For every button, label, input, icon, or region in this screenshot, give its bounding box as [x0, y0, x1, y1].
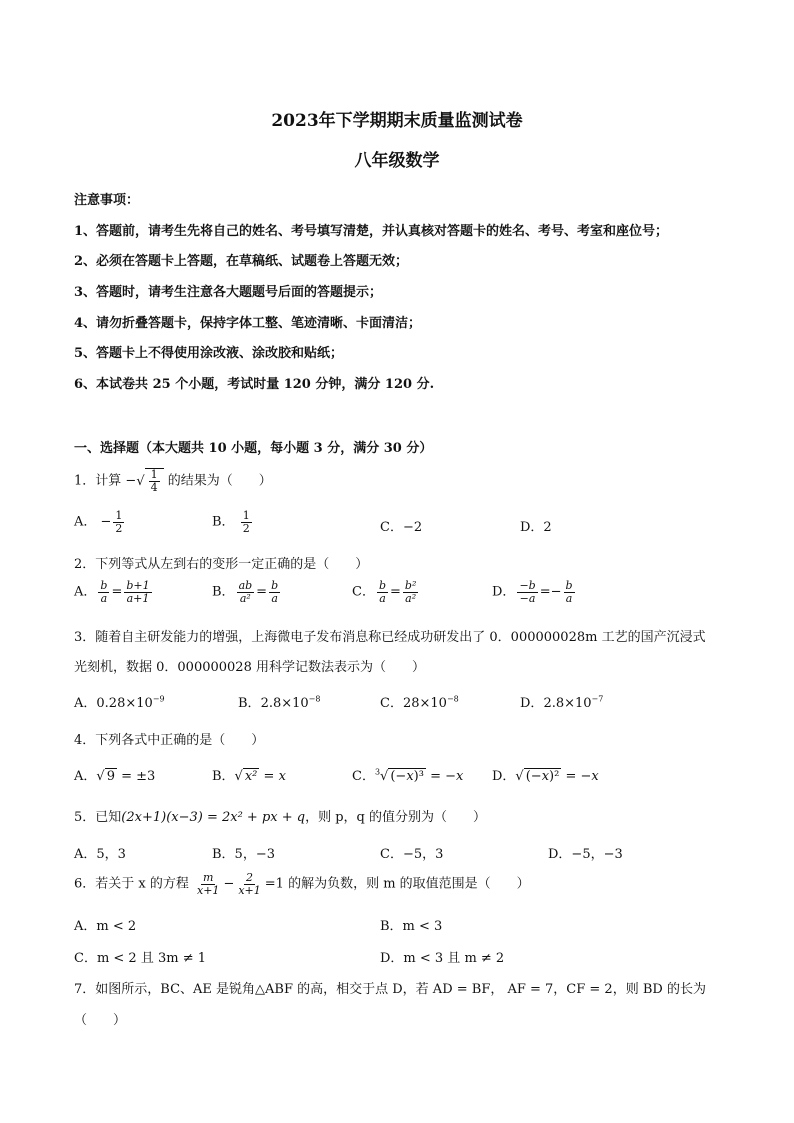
q1-option-d[interactable]: D．2 [520, 520, 552, 535]
question-3-line-1: 3．随着自主研发能力的增强，上海微电子发布消息称已经成功研发出了 0．000000028m 工艺的国产沉浸式 [74, 630, 706, 645]
q4-option-a[interactable]: A．√ 9 = ±3 [74, 769, 156, 784]
q2-option-b[interactable]: B． $\frac{ab}{\text{a²}}$ = $\frac{b}{a}$ [212, 579, 279, 605]
question-5: 5．已知(2x+1)(x−3) = 2x² + px + q，则 p，q 的值分别为（ ） [74, 810, 487, 825]
q2-option-d[interactable]: D． $\frac{-b}{-a}$ =− $\frac{b}{a}$ [492, 579, 573, 605]
notice-item: 4、请勿折叠答题卡，保持字体工整、笔迹清晰、卡面清洁； [74, 316, 422, 331]
question-3-line-2: 光刻机，数据 0．000000028 用科学记数法表示为（ ） [74, 660, 425, 675]
question-7-line-2: （ ） [74, 1013, 127, 1028]
section-heading: 一、选择题（本大题共 10 小题，每小题 3 分，满分 30 分） [74, 441, 433, 456]
question-6: 6．若关于 x 的方程 $\frac{m}{x+1}$ − $\frac{2}{x+1}$ =1 的解为负数，则 m 的取值范围是（ ） [74, 871, 530, 897]
question-2: 2．下列等式从左到右的变形一定正确的是（ ） [74, 557, 369, 572]
notice-item: 2、必须在答题卡上答题，在草稿纸、试题卷上答题无效； [74, 254, 409, 269]
q5-equation: (2x+1)(x−3) = 2x² + px + q [121, 810, 306, 825]
q5-option-b[interactable]: B．5，−3 [212, 847, 275, 862]
exam-title: 2023年下学期期末质量监测试卷 [271, 111, 523, 131]
q6-option-c[interactable]: C．m < 2 且 3m ≠ 1 [74, 951, 206, 966]
q1-suffix: 的结果为（ ） [167, 473, 272, 489]
q4-option-d[interactable]: D．√ (−x)² = −x [492, 769, 599, 784]
q1-option-c[interactable]: C．−2 [380, 520, 423, 535]
q2-option-c[interactable]: C． $\frac{b}{a}$ = $\frac{\text{b²}}{\text{a²}}$ [352, 579, 417, 605]
q5-option-d[interactable]: D．−5，−3 [548, 847, 623, 862]
notice-item: 6、本试卷共 25 个小题，考试时量 120 分钟，满分 120 分. [74, 377, 435, 392]
q6-option-b[interactable]: B．m < 3 [380, 919, 443, 934]
notice-item: 1、答题前，请考生先将自己的姓名、考号填写清楚，并认真核对答题卡的姓名、考号、考室和座位号； [74, 224, 669, 239]
q4-option-c[interactable]: C．$^3$√ (−x)³ = −x [352, 767, 464, 784]
q3-option-c[interactable]: C．$28\times 10^{-8}$ [380, 694, 459, 711]
notice-item: 5、答题卡上不得使用涂改液、涂改胶和贴纸； [74, 346, 344, 361]
q6-option-a[interactable]: A．m < 2 [74, 919, 137, 934]
question-4: 4．下列各式中正确的是（ ） [74, 733, 265, 748]
q4-option-b[interactable]: B．√ x² = x [212, 769, 286, 784]
q5-option-a[interactable]: A．5，3 [74, 847, 126, 862]
q3-option-b[interactable]: B．$2.8\times 10^{-8}$ [238, 694, 321, 711]
notice-item: 3、答题时，请考生注意各大题题号后面的答题提示； [74, 285, 383, 300]
q5-option-c[interactable]: C．−5，3 [380, 847, 444, 862]
exam-subtitle: 八年级数学 [354, 151, 440, 171]
q1-option-b[interactable]: B． $\frac{1}{2}$ [212, 509, 250, 535]
q1-prefix: 1．计算 [74, 473, 122, 489]
question-1: 1．计算 −√ $\frac{1}{4}$ 的结果为（ ） [74, 468, 272, 494]
q1-option-a[interactable]: A． − $\frac{1}{2}$ [74, 509, 123, 535]
notice-heading: 注意事项： [74, 193, 140, 208]
q3-option-a[interactable]: A．$0.28\times 10^{-9}$ [74, 694, 165, 711]
question-7-line-1: 7．如图所示，BC、AE 是锐角△ABF 的高，相交于点 D，若 AD = BF， AF = 7，CF = 2，则 BD 的长为 [74, 982, 706, 997]
q2-option-a[interactable]: A． $\frac{b}{a}$ = $\frac{b+1}{a+1}$ [74, 579, 150, 605]
q6-option-d[interactable]: D．m < 3 且 m ≠ 2 [380, 951, 505, 966]
q3-option-d[interactable]: D．$2.8\times 10^{-7}$ [520, 694, 604, 711]
